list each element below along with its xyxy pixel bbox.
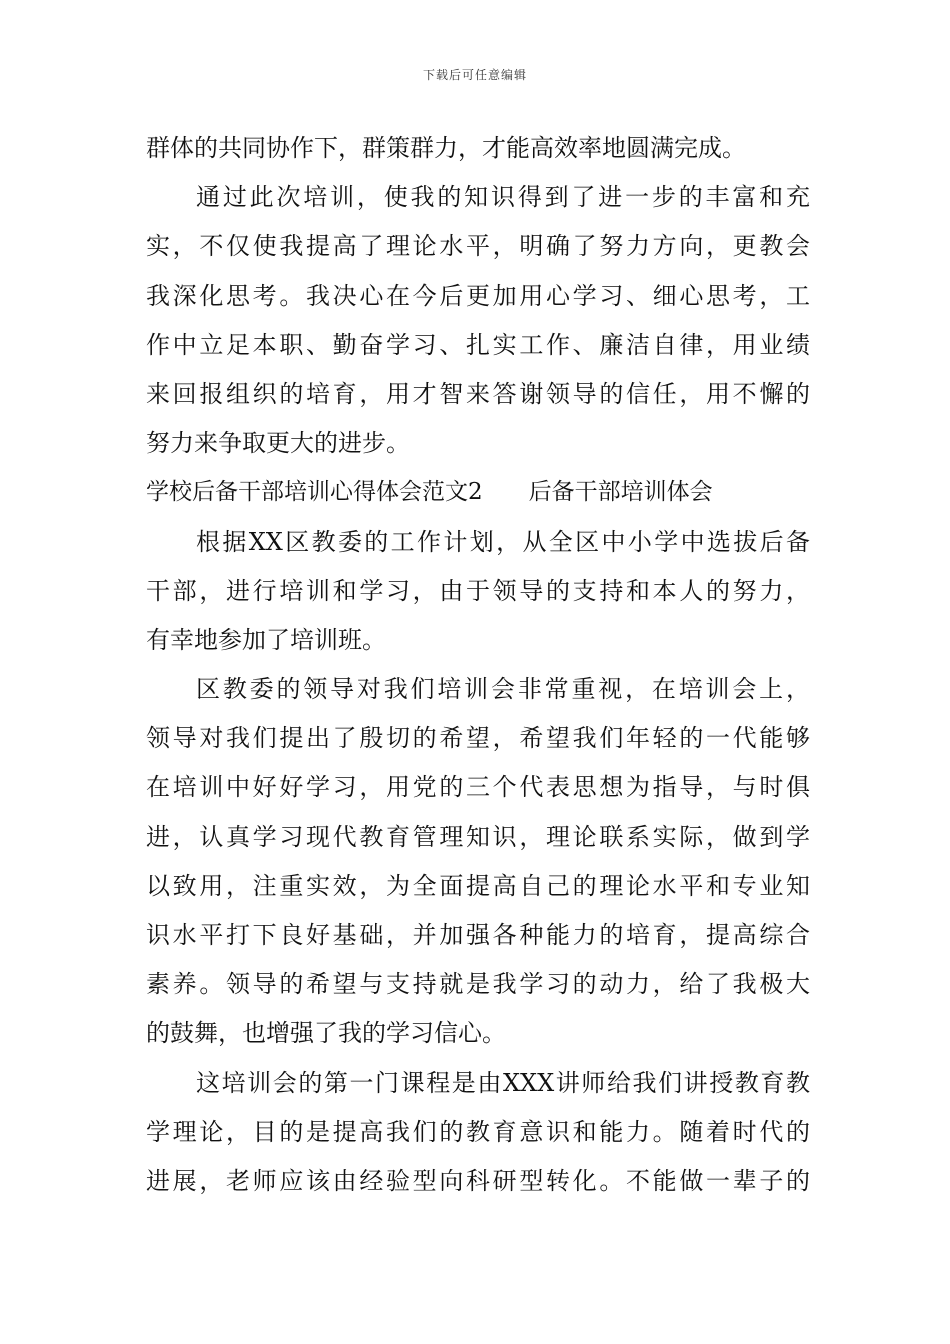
- text-line: 根据XX区教委的工作计划，从全区中小学中选拔后备: [196, 527, 810, 556]
- text-line: 区教委的领导对我们培训会非常重视，在培训会上，: [196, 675, 810, 704]
- text-line: 来回报组织的培育，用才智来答谢领导的信任，用不懈的: [146, 379, 810, 408]
- text-line: 学理论，目的是提高我们的教育意识和能力。随着时代的: [146, 1117, 810, 1146]
- text-line: 领导对我们提出了殷切的希望，希望我们年轻的一代能够: [146, 724, 810, 753]
- section-title: 学校后备干部培训心得体会范文2: [146, 479, 483, 506]
- text-line: 进展，老师应该由经验型向科研型转化。不能做一辈子的: [146, 1166, 810, 1195]
- text-line: 这培训会的第一门课程是由XXX讲师给我们讲授教育教: [196, 1068, 810, 1097]
- text-line: 我深化思考。我决心在今后更加用心学习、细心思考，工: [146, 281, 810, 310]
- section-heading: [146, 468, 810, 517]
- text-line: 识水平打下良好基础，并加强各种能力的培育，提高综合: [146, 921, 810, 949]
- text-line: 进，认真学习现代教育管理知识，理论联系实际，做到学: [146, 822, 810, 851]
- text-line: 干部，进行培训和学习，由于领导的支持和本人的努力，: [146, 576, 810, 605]
- text-line: 通过此次培训，使我的知识得到了进一步的丰富和充: [196, 183, 810, 212]
- text-line: 有幸地参加了培训班。: [146, 625, 386, 654]
- text-line: 实，不仅使我提高了理论水平，明确了努力方向，更教会: [146, 232, 810, 261]
- document-body: [146, 124, 810, 1206]
- text-line: 群体的共同协作下，群策群力，才能高效率地圆满完成。: [146, 134, 746, 162]
- text-line: 在培训中好好学习，用党的三个代表思想为指导，与时俱: [146, 773, 810, 802]
- section-subtitle: 后备干部培训体会: [528, 479, 713, 506]
- text-line: 以致用，注重实效，为全面提高自己的理论水平和专业知: [146, 871, 810, 900]
- text-line: 努力来争取更大的进步。: [146, 429, 410, 458]
- text-line: 的鼓舞，也增强了我的学习信心。: [146, 1019, 506, 1048]
- header-note: 下载后可任意编辑: [422, 68, 527, 82]
- text-line: 素养。领导的希望与支持就是我学习的动力，给了我极大: [146, 970, 810, 999]
- text-line: 作中立足本职、勤奋学习、扎实工作、廉洁自律，用业绩: [146, 330, 810, 359]
